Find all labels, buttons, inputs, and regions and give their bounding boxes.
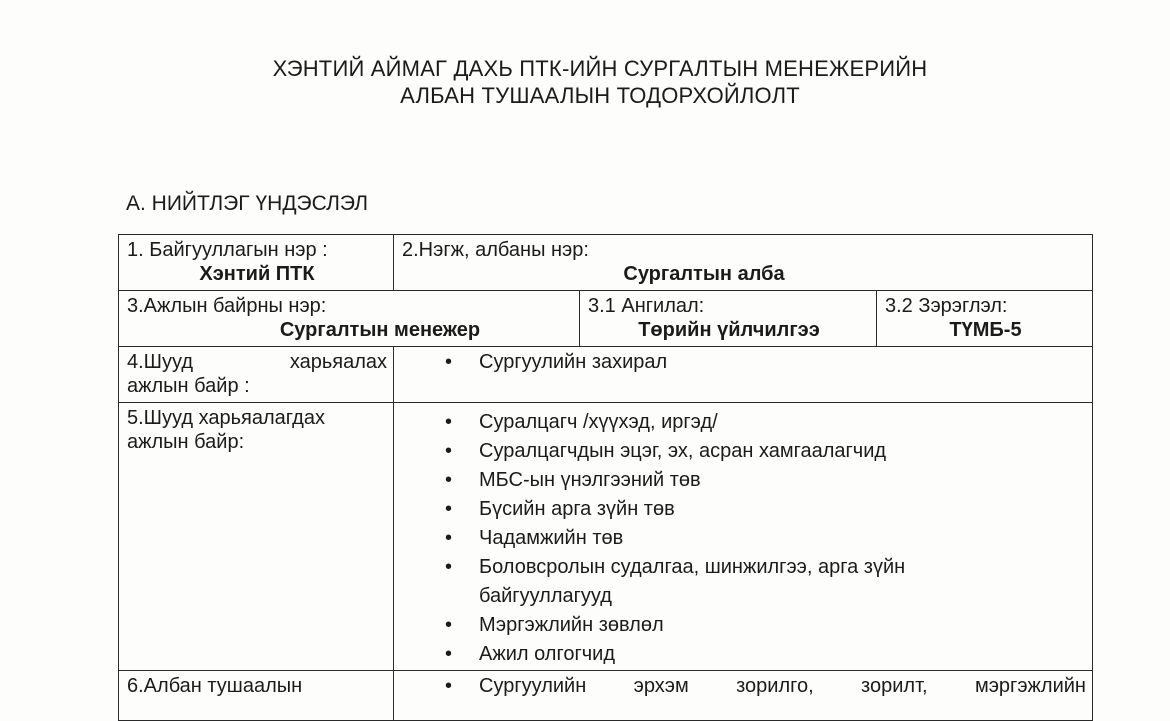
job-description-table: [118, 234, 1093, 721]
subordinates-label-line-1: 5.Шууд харьяалагдах: [127, 407, 325, 429]
list-item: • Боловсролын судалгаа, шинжилгээ, арга зүйн байгууллагууд: [402, 553, 1086, 611]
table-row-org: [119, 235, 1093, 291]
subordinates-value-cell: [394, 403, 1093, 671]
table-row-position: [119, 291, 1093, 347]
list-item: • МБС-ын үнэлгээний төв: [402, 466, 1086, 495]
supervisor-label-word-2: харьяалах: [289, 351, 387, 373]
subordinates-list: [402, 408, 1086, 669]
purpose-value-cell: [394, 671, 1093, 721]
table-row-purpose: [119, 671, 1093, 721]
table-row-supervisor: [119, 347, 1093, 403]
supervisor-label-line-1: [127, 350, 387, 374]
position-label: 3.Ажлын байрны нэр:: [127, 295, 327, 317]
document-title-line-2: АЛБАН ТУШААЛЫН ТОДОРХОЙЛОЛТ: [400, 83, 800, 108]
subordinates-label-cell: [119, 403, 394, 671]
position-value: Сургалтын менежер: [279, 319, 481, 341]
category-label: 3.1 Ангилал:: [588, 295, 705, 317]
list-item: • Суралцагчдын эцэг, эх, асран хамгаалагчид: [402, 437, 1086, 466]
supervisor-label-cell: [119, 347, 394, 403]
category-cell: [580, 291, 877, 347]
subordinates-label-line-2: ажлын байр:: [127, 431, 245, 453]
list-item: • Чадамжийн төв: [402, 524, 1086, 553]
purpose-label: 6.Албан тушаалын: [127, 675, 303, 697]
org-name-label: 1. Байгууллагын нэр :: [127, 239, 328, 261]
org-name-value: Хэнтий ПТК: [199, 263, 315, 285]
purpose-text-line: [479, 674, 1086, 698]
purpose-word: зорилго,: [736, 675, 814, 697]
list-item: [402, 674, 1086, 698]
document-title-line-1: ХЭНТИЙ АЙМАГ ДАХЬ ПТК-ИЙН СУРГАЛТЫН МЕНЕЖЕРИЙН: [272, 56, 928, 81]
supervisor-label-line-2: ажлын байр :: [127, 375, 250, 397]
purpose-label-cell: [119, 671, 394, 721]
table-row-subordinates: [119, 403, 1093, 671]
category-value: Төрийн үйлчилгээ: [638, 319, 820, 341]
list-item: • Суралцагч /хүүхэд, иргэд/: [402, 408, 1086, 437]
purpose-list: [402, 674, 1086, 698]
list-item: • Бүсийн арга зүйн төв: [402, 495, 1086, 524]
list-item: • Ажил олгогчид: [402, 640, 1086, 669]
purpose-word: • Сургуулийн: [479, 675, 587, 697]
purpose-word: мэргэжлийн: [974, 675, 1086, 697]
supervisor-label-word-1: 4.Шууд: [127, 351, 194, 373]
position-cell: [119, 291, 580, 347]
purpose-word: эрхэм: [633, 675, 689, 697]
section-a-heading: А. НИЙТЛЭГ ҮНДЭСЛЭЛ: [126, 192, 369, 215]
unit-name-value: Сургалтын алба: [623, 263, 785, 285]
list-item: • Сургуулийн захирал: [402, 350, 1086, 374]
purpose-word: зорилт,: [861, 675, 928, 697]
supervisor-list: [402, 350, 1086, 374]
supervisor-value-cell: [394, 347, 1093, 403]
unit-name-label: 2.Нэгж, албаны нэр:: [402, 239, 589, 261]
org-name-cell: [119, 235, 394, 291]
unit-name-cell: [394, 235, 1093, 291]
rank-value: ТҮМБ-5: [949, 319, 1022, 341]
rank-cell: [877, 291, 1093, 347]
list-item: • Мэргэжлийн зөвлөл: [402, 611, 1086, 640]
rank-label: 3.2 Зэрэглэл:: [885, 295, 1008, 317]
